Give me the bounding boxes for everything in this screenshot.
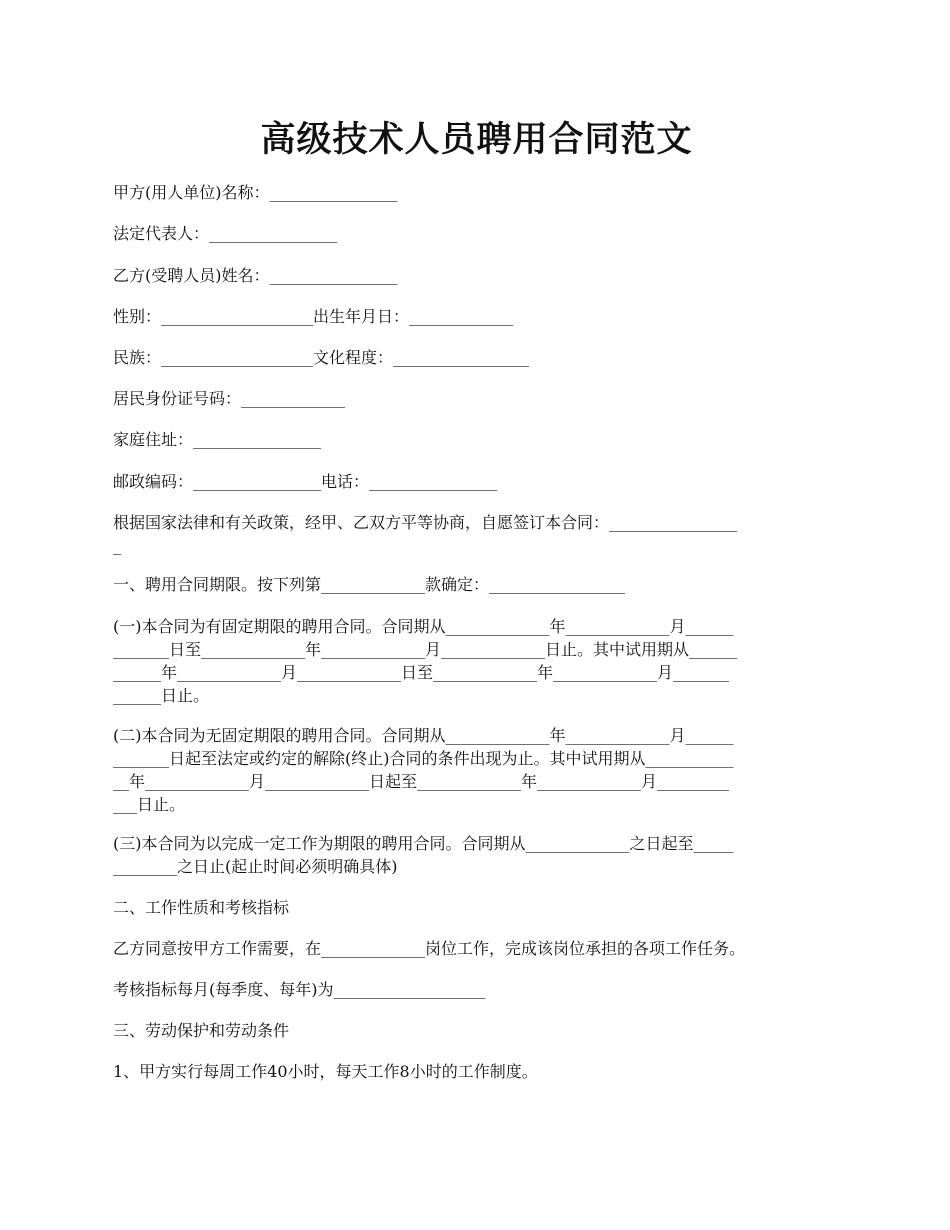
section-1-heading: 一、聘用合同期限。按下列第_____________款确定：_________________ [113, 575, 626, 594]
legal-representative-line: 法定代表人：________________ [113, 224, 338, 243]
clause-1-fixed-term: (一)本合同为有固定期限的聘用合同。合同期从_____________年_____________月______ _______日至_____________年_____________月_____________日止。其中试用期从______ ______年_____________月_____________日至_____________年_____________月_______ ______日止。 [113, 617, 738, 705]
party-a-name-line: 甲方(用人单位)名称：________________ [113, 183, 398, 202]
work-position-clause: 乙方同意按甲方工作需要，在_____________岗位工作，完成该岗位承担的各项工作任务。 [113, 939, 746, 958]
agreement-preamble: 根据国家法律和有关政策，经甲、乙双方平等协商，自愿签订本合同：________________ _ [113, 513, 738, 555]
home-address-line: 家庭住址：________________ [113, 430, 322, 449]
document-title: 高级技术人员聘用合同范文 [260, 119, 693, 160]
working-hours-clause: 1、甲方实行每周工作40小时，每天工作8小时的工作制度。 [113, 1062, 538, 1081]
postcode-phone-line: 邮政编码：________________电话：________________ [113, 472, 498, 491]
clause-3-task-term: (三)本合同为以完成一定工作为期限的聘用合同。合同期从_____________之日起至_____ ________之日止(起止时间必须明确具体) [113, 834, 734, 876]
section-2-heading: 二、工作性质和考核指标 [113, 898, 290, 917]
ethnicity-education-line: 民族：___________________文化程度：_________________ [113, 348, 530, 367]
gender-birthdate-line: 性别：___________________出生年月日：_____________ [113, 307, 514, 326]
assessment-clause: 考核指标每月(每季度、每年)为___________________ [113, 980, 486, 999]
party-b-name-line: 乙方(受聘人员)姓名：________________ [113, 266, 398, 285]
section-3-heading: 三、劳动保护和劳动条件 [113, 1021, 290, 1040]
clause-2-open-term: (二)本合同为无固定期限的聘用合同。合同期从_____________年_____________月______ _______日起至法定或约定的解除(终止)合同的条件出现为止。其中试用期从___________ __年_____________月_____________日起至_____________年_____________月_________ ___日止。 [113, 726, 734, 814]
id-number-line: 居民身份证号码：_____________ [113, 389, 346, 408]
